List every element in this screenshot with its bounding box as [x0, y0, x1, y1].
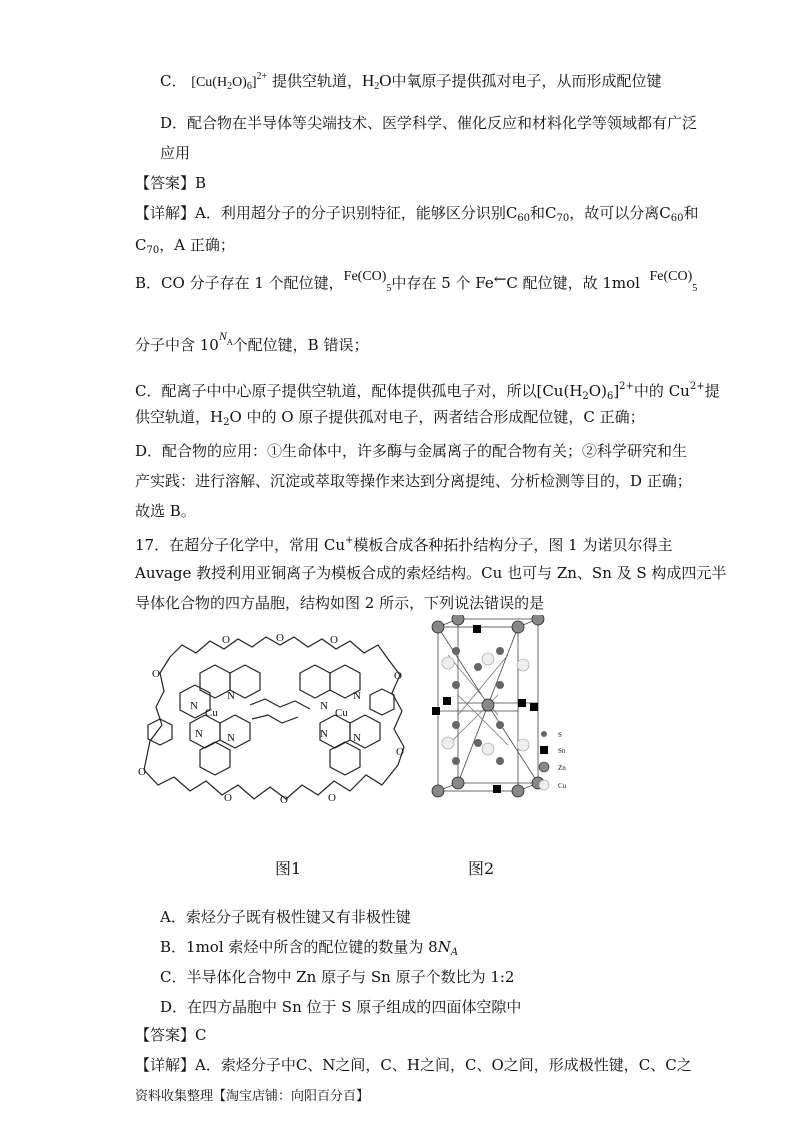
- detail-b-line1: B．CO 分子存在 1 个配位键，$Fe(CO)_5$中存在 5 个 Fe←C 配位键，故 1mol $Fe(CO)_5$: [135, 269, 698, 294]
- figure-2-caption: 图2: [468, 859, 495, 878]
- cu-atom: [517, 659, 529, 671]
- n-label: N: [227, 690, 235, 702]
- s-atom: [474, 663, 482, 671]
- question-17-line1: 17．在超分子化学中，常用 Cu+模板合成各种拓扑结构分子，图 1 为诺贝尔得主: [135, 535, 673, 554]
- legend-sn: Sn: [558, 747, 566, 755]
- zn-atom: [512, 785, 524, 797]
- n-label: N: [353, 732, 361, 744]
- answer-1: 【答案】B: [135, 174, 207, 192]
- option-b: B．1mol 索烃中所含的配位键的数量为 $8N_A$: [160, 938, 459, 958]
- s-atom: [452, 757, 460, 765]
- formula-fe-co5: $Fe(CO)_5$: [343, 269, 392, 294]
- n-label: N: [353, 690, 361, 702]
- option-d: D．在四方晶胞中 Sn 位于 S 原子组成的四面体空隙中: [160, 998, 522, 1016]
- cu-atom: [482, 653, 494, 665]
- sn-atom: [432, 707, 440, 715]
- detail-d-line1: D．配合物的应用：①生命体中，许多酶与金属离子的配合物有关；②科学研究和生: [135, 442, 688, 460]
- sn-atom: [473, 625, 481, 633]
- n-label: N: [320, 728, 328, 740]
- cu-atom: [442, 657, 454, 669]
- formula-fe-co5-2: $Fe(CO)_5$: [649, 269, 698, 294]
- question-17-line3: 导体化合物的四方晶胞，结构如图 2 所示，下列说法错误的是: [135, 594, 545, 612]
- sn-atom: [518, 699, 526, 707]
- option-c: C．半导体化合物中 Zn 原子与 Sn 原子个数比为 1:2: [160, 968, 515, 986]
- o-label: O: [276, 632, 284, 644]
- detail-c-line2: 供空轨道，$H_2O$ 中的 O 原子提供孤对电子，两者结合形成配位键，C 正确；: [135, 408, 645, 428]
- o-label: O: [394, 670, 402, 682]
- o-label: O: [330, 634, 338, 646]
- option-a: A．索烃分子既有极性键又有非极性键: [160, 908, 411, 926]
- formula-h2o: $H_2O$: [361, 71, 392, 92]
- option-d-prev-line2: 应用: [160, 144, 191, 162]
- zn-atom: [432, 621, 444, 633]
- zn-atom: [532, 615, 544, 625]
- sn-atom: [530, 703, 538, 711]
- o-label: O: [224, 792, 232, 804]
- o-label: O: [152, 668, 160, 680]
- zn-atom: [432, 785, 444, 797]
- n-label: N: [227, 732, 235, 744]
- unit-cell-figure: [418, 615, 608, 850]
- detail-d-line3: 故选 B。: [135, 502, 196, 520]
- o-label: O: [328, 792, 336, 804]
- footer: 资料收集整理【淘宝店铺：向阳百分百】: [135, 1089, 370, 1104]
- option-c-prev: [160, 66, 662, 98]
- detail-1-line2: $C_{70}$，A 正确；: [135, 236, 235, 256]
- catenane-figure: [130, 615, 410, 825]
- text: 提供空轨道，: [271, 72, 362, 90]
- detail-b-line2: 分子中含 $10^{NA}$个配位键，B 错误；: [135, 329, 369, 354]
- s-atom: [496, 647, 504, 655]
- o-label: O: [222, 634, 230, 646]
- s-atom: [496, 681, 504, 689]
- cu-atom: [517, 739, 529, 751]
- option-label: C．: [160, 72, 187, 90]
- formula-cu-h2o6: $[Cu(H_2O)_6]^{2+}$: [191, 71, 268, 92]
- figure-1-caption: 图1: [275, 859, 302, 878]
- cu-atom: [482, 743, 494, 755]
- o-label: O: [138, 766, 146, 778]
- cu-label-right: Cu: [335, 707, 348, 719]
- text: 中氧原子提供孤对电子，从而形成配位键: [391, 72, 662, 90]
- zn-atom: [512, 621, 524, 633]
- answer-2: 【答案】C: [135, 1026, 207, 1044]
- s-atom: [452, 681, 460, 689]
- o-label: O: [280, 794, 288, 806]
- s-atom: [496, 721, 504, 729]
- legend-zn: Zn: [558, 764, 566, 772]
- o-label: O: [396, 746, 404, 758]
- zn-atom: [452, 777, 464, 789]
- sn-atom: [443, 697, 451, 705]
- cu-label-left: Cu: [205, 707, 218, 719]
- detail-1-line1: 【详解】A．利用超分子的分子识别特征，能够区分识别$C_{60}$和$C_{70}$，故可以分离$C_{60}$和: [135, 204, 699, 224]
- s-atom: [474, 739, 482, 747]
- sn-atom: [493, 785, 501, 793]
- zn-atom: [482, 699, 494, 711]
- detail-d-line2: 产实践：进行溶解、沉淀或萃取等操作来达到分离提纯、分析检测等目的，D 正确；: [135, 472, 692, 490]
- s-atom: [452, 721, 460, 729]
- zn-atom: [452, 615, 464, 625]
- cu-atom: [442, 737, 454, 749]
- legend-s: S: [558, 731, 562, 739]
- n-label: N: [195, 728, 203, 740]
- legend-cu: Cu: [558, 782, 567, 790]
- detail-c-line1: C．配离子中中心原子提供空轨道，配体提供孤电子对，所以$[Cu(H_2O)_6]^{2+}$中的 $Cu^{2+}$提: [135, 381, 720, 402]
- option-d-prev-line1: D．配合物在半导体等尖端技术、医学科学、催化反应和材料化学等领域都有广泛: [160, 114, 698, 132]
- s-atom: [496, 757, 504, 765]
- detail-2-line1: 【详解】A．索烃分子中C、N之间，C、H之间，C、O之间，形成极性键，C、C之: [135, 1056, 692, 1074]
- s-atom: [452, 647, 460, 655]
- question-17-line2: Auvage 教授利用亚铜离子为模板合成的索烃结构。Cu 也可与 Zn、Sn 及 S 构成四元半: [135, 564, 727, 582]
- n-label: N: [320, 700, 328, 712]
- n-label: N: [190, 700, 198, 712]
